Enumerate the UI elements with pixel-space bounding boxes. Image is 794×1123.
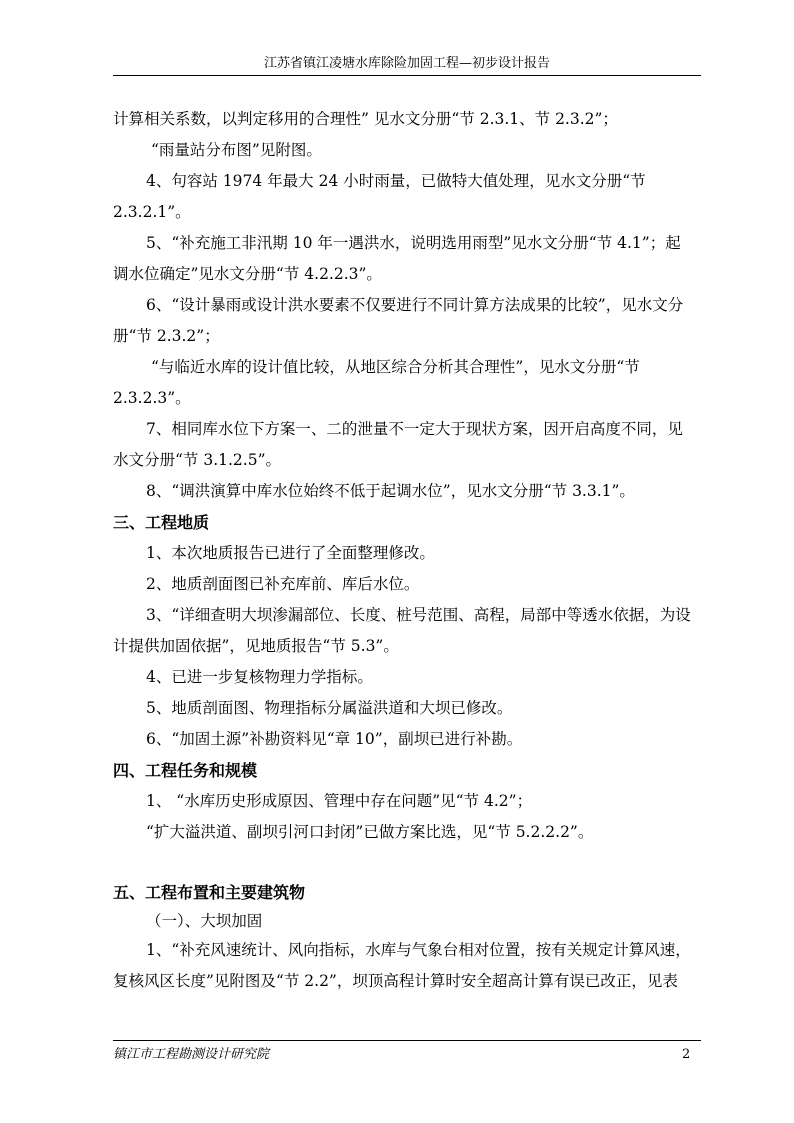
paragraph-line: 2.3.2.1”。 bbox=[113, 203, 191, 221]
paragraph-line: 计提供加固依据”，见地质报告“节 5.3”。 bbox=[113, 637, 399, 655]
paragraph-line: 5、地质剖面图、物理指标分属溢洪道和大坝已修改。 bbox=[146, 699, 513, 717]
paragraph-line: 6、“设计暴雨或设计洪水要素不仅要进行不同计算方法成果的比较”，见水文分 bbox=[146, 296, 684, 314]
paragraph-line: 水文分册“节 3.1.2.5”。 bbox=[113, 451, 282, 469]
blank-line bbox=[113, 848, 703, 879]
paragraph-line: 计算相关系数，以判定移用的合理性” 见水文分册“节 2.3.1、节 2.3.2”； bbox=[113, 110, 618, 128]
paragraph-line: 册“节 2.3.2”； bbox=[113, 327, 220, 345]
footer-organization: 镇江市工程勘测设计研究院 bbox=[113, 1047, 270, 1062]
paragraph-line: 调水位确定”见水文分册“节 4.2.2.3”。 bbox=[113, 265, 382, 283]
paragraph-line: “扩大溢洪道、副坝引河口封闭”已做方案比选，见“节 5.2.2.2”。 bbox=[146, 823, 594, 841]
section-heading-layout: 五、工程布置和主要建筑物 bbox=[113, 883, 306, 902]
paragraph-line: 复核风区长度”见附图及“节 2.2”，坝顶高程计算时安全超高计算有误已改正，见表 bbox=[113, 972, 678, 990]
paragraph-line: 1、“补充风速统计、风向指标，水库与气象台相对位置，按有关规定计算风速， bbox=[146, 941, 691, 959]
page-number: 2 bbox=[682, 1047, 691, 1062]
subsection-heading-dam: （一）、大坝加固 bbox=[146, 912, 263, 930]
paragraph-line: 2.3.2.3”。 bbox=[113, 389, 191, 407]
paragraph-line: “雨量站分布图”见附图。 bbox=[151, 141, 322, 159]
paragraph-line: 2、地质剖面图已补充库前、库后水位。 bbox=[146, 575, 420, 593]
paragraph-line: 8、“调洪演算中库水位始终不低于起调水位”，见水文分册“节 3.3.1”。 bbox=[146, 482, 635, 500]
document-body bbox=[113, 104, 703, 997]
page-header: 江苏省镇江凌塘水库除险加固工程—初步设计报告 bbox=[263, 56, 550, 71]
paragraph-line: 1、本次地质报告已进行了全面整理修改。 bbox=[146, 544, 435, 562]
paragraph-line: “与临近水库的设计值比较，从地区综合分析其合理性”，见水文分册“节 bbox=[151, 358, 640, 376]
paragraph-line: 3、“详细查明大坝渗漏部位、长度、桩号范围、高程，局部中等透水依据，为设 bbox=[146, 606, 691, 624]
paragraph-line: 1、 “水库历史形成原因、管理中存在问题”见“节 4.2”； bbox=[146, 792, 533, 810]
paragraph-line: 6、“加固土源”补勘资料见“章 10”，副坝已进行补勘。 bbox=[146, 730, 523, 748]
paragraph-line: 5、“补充施工非汛期 10 年一遇洪水，说明选用雨型”见水文分册“节 4.1”；起 bbox=[146, 234, 681, 252]
header-rule bbox=[113, 75, 701, 76]
section-heading-geology: 三、工程地质 bbox=[113, 513, 210, 532]
paragraph-line: 4、已进一步复核物理力学指标。 bbox=[146, 668, 373, 686]
footer-rule bbox=[113, 1040, 701, 1041]
paragraph-line: 4、句容站 1974 年最大 24 小时雨量，已做特大值处理，见水文分册“节 bbox=[146, 172, 646, 190]
paragraph-line: 7、相同库水位下方案一、二的泄量不一定大于现状方案，因开启高度不同，见 bbox=[146, 420, 683, 438]
section-heading-tasks: 四、工程任务和规模 bbox=[113, 761, 258, 780]
